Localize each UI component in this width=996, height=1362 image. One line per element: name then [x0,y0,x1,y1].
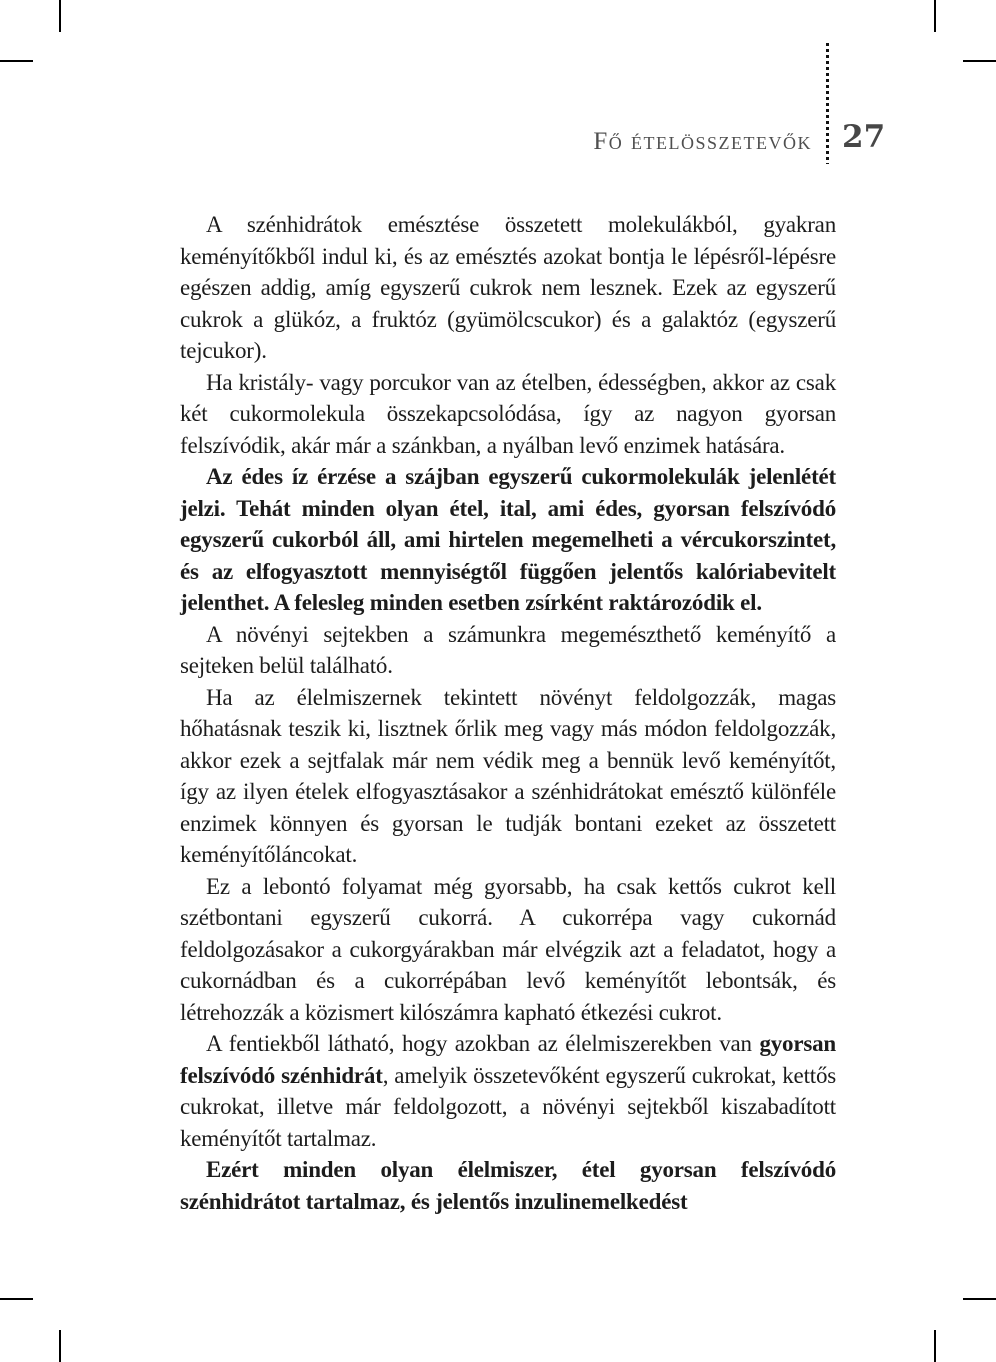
text-segment: Ha az élelmiszernek tekintett növényt feldolgozzák, magas hőhatásnak teszik ki, lisztnek őrlik meg vagy más módon feldolgozzák, akkor ezek a sejtfalak már nem védik meg a bennük levő keményítőt, így az ilyen ételek elfogyasztásakor a szénhidrátokat emésztő különféle enzimek könnyen és gyorsan le tudják bontani ezeket az összetett keményítőláncokat. [180,684,836,867]
crop-mark-bottom-left-vertical [59,1330,61,1362]
crop-mark-bottom-right-horizontal [963,1298,996,1300]
page-number: 27 [842,119,886,155]
paragraph [180,1028,836,1154]
crop-mark-top-right-vertical [934,0,936,32]
paragraph [180,871,836,1029]
bold-text-segment: Ezért minden olyan élelmiszer, étel gyorsan felszívódó szénhidrátot tartalmaz, és jelentős inzulinemelkedést [180,1157,836,1214]
text-segment: Ha kristály- vagy porcukor van az ételben, édességben, akkor az csak két cukormolekula összekapcsolódása, így az nagyon gyorsan felszívódik, akár már a szánkban, a nyálban levő enzimek hatására. [180,369,836,458]
crop-mark-top-left-vertical [59,0,61,32]
text-segment: A növényi sejtekben a számunkra megemészthető keményítő a sejteken belül található. [180,621,836,678]
bold-text-segment: Az édes íz érzése a szájban egyszerű cukormolekulák jelenlétét jelzi. Tehát minden olyan étel, ital, ami édes, gyorsan felszívódó egyszerű cukorból áll, ami hirtelen megemelheti a vércukorszintet, és az elfogyasztott mennyiségtől függően jelentős kalóriabevitelt jelenthet. A felesleg minden esetben zsírként raktározódik el. [180,464,836,615]
crop-mark-top-right-horizontal [963,60,996,62]
crop-mark-bottom-right-vertical [934,1330,936,1362]
text-segment: Ez a lebontó folyamat még gyorsabb, ha csak kettős cukrot kell szétbontani egyszerű cukorrá. A cukorrépa vagy cukornád feldolgozásakor a cukorgyárakban már elvégzik azt a feladatot, hogy a cukornádban és a cukorrépában levő keményítőt lebontsák, és létrehozzák a közismert kilószámra kapható étkezési cukrot. [180,873,836,1025]
paragraph [180,619,836,682]
paragraph [180,461,836,619]
paragraph [180,367,836,462]
text-segment: A fentiekből látható, hogy azokban az élelmiszerekben van [206,1031,760,1056]
crop-mark-bottom-left-horizontal [0,1298,33,1300]
paragraph [180,1154,836,1217]
text-segment: A szénhidrátok emésztése összetett molekulákból, gyakran keményítőkből indul ki, és az emésztés azokat bontja le lépésről-lépésre egészen addig, amíg egyszerű cukrok nem lesznek. Ezek az egyszerű cukrok a glükóz, a fruktóz (gyümölcscukor) és a galaktóz (egyszerű tejcukor). [180,212,836,363]
paragraph [180,209,836,367]
header-dotted-divider [826,43,829,164]
text-segment: , amelyik összetevőként egyszerű cukrokat, kettős cukrokat, illetve már feldolgozott, a növényi sejtekből kiszabadított keményítőt tartalmaz. [180,1062,836,1151]
body-text-column [180,209,836,1217]
crop-mark-top-left-horizontal [0,60,33,62]
bold-text-segment: gyorsan felszívódó szénhidrát [180,1031,836,1088]
paragraph [180,682,836,871]
running-header-title: Fő ételösszetevők [593,128,812,155]
